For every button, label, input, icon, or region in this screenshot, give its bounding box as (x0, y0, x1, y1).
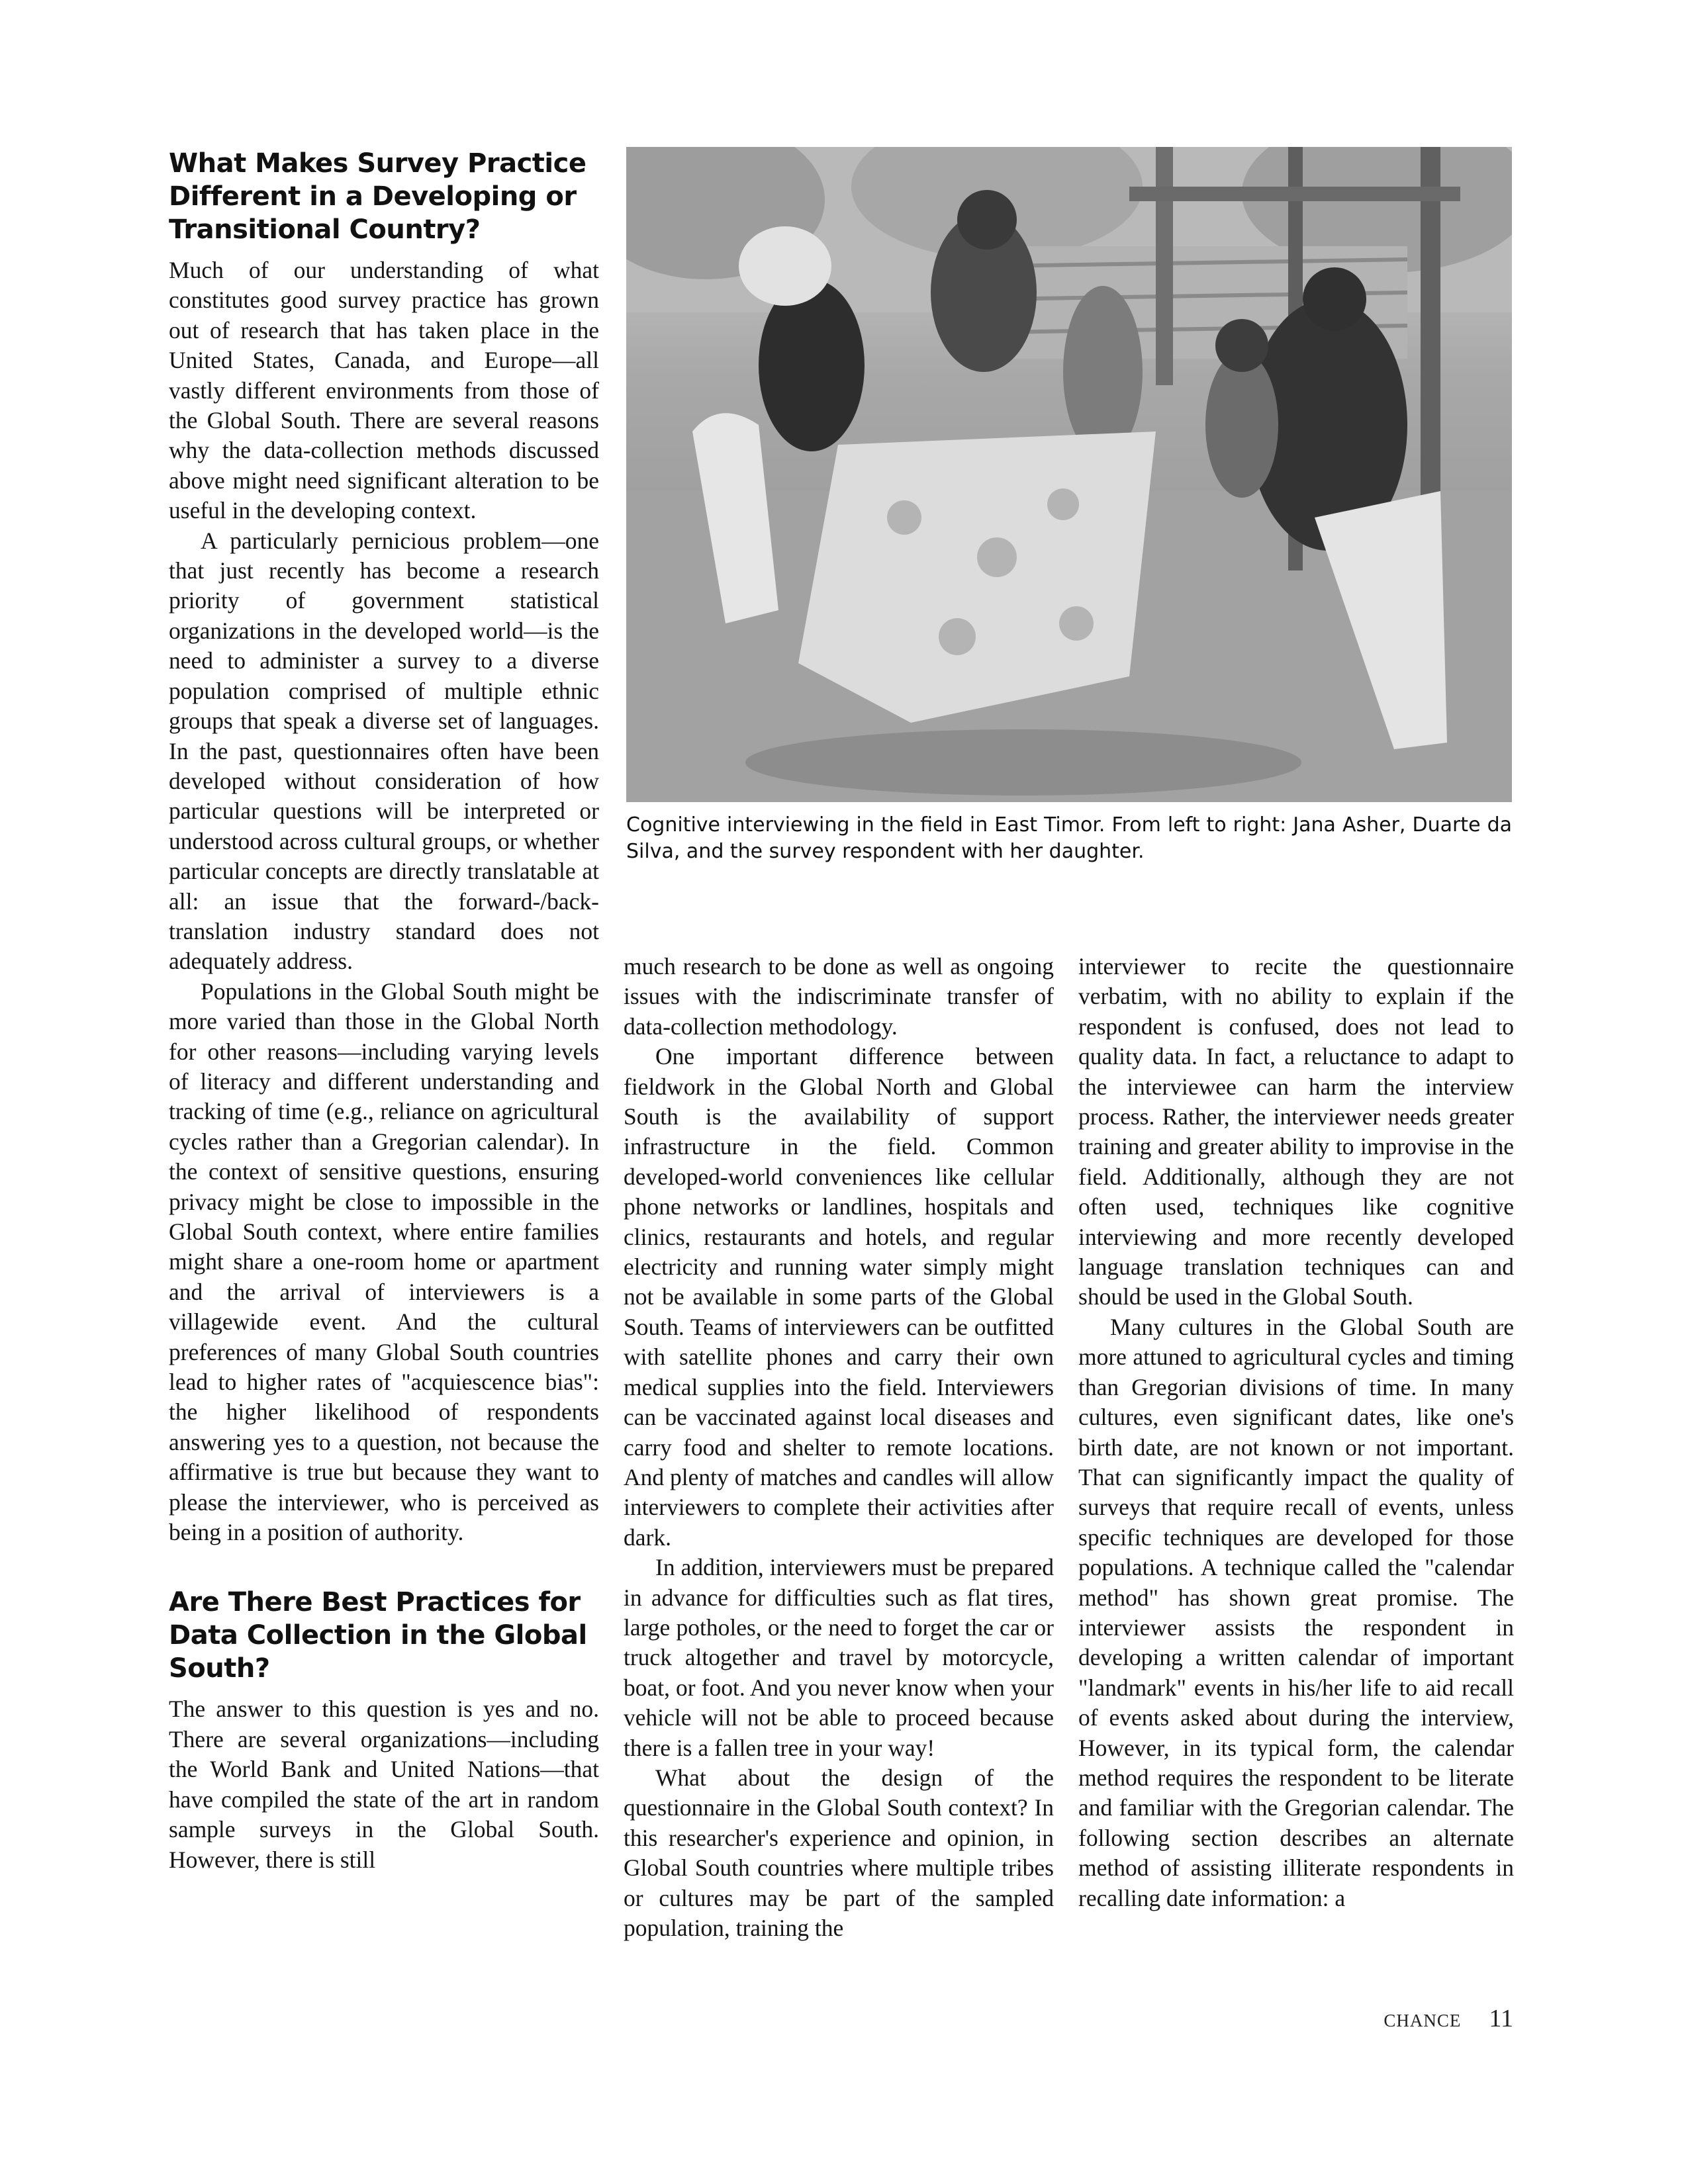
page-number: 11 (1489, 2005, 1513, 2032)
paragraph: interviewer to recite the questionnaire verbatim, with no ability to explain if the respondent is confused, does not lead to quality data. In fact, a reluctance to adapt to the interviewee can harm the interview process. Rather, the interviewer needs greater training and greater ability to improvise in the field. Additionally, although they are not often used, techniques like cognitive interviewing and more recently developed language translation techniques can and should be used in the Global South. (1078, 953, 1514, 1310)
photo-illustration (626, 147, 1512, 802)
paragraph: Many cultures in the Global South are more attuned to agricultural cycles and timing than Gregorian divisions of time. In many cultures, even significant dates, like one's birth date, are not known or not important. That can significantly impact the quality of surveys that require recall of events, unless specific techniques are developed for those populations. A technique called the "calendar method" has shown great promise. The interviewer assists the respondent in developing a written calendar of important "landmark" events in his/her life to aid recall of events asked about during the interview, However, in its typical form, the calendar method requires the respondent to be literate and familiar with the Gregorian calendar. The following section describes an alternate method of assisting illiterate respondents in recalling date information: a (1078, 1313, 1514, 1911)
column-3 (1078, 952, 1514, 1913)
column-1 (169, 147, 599, 1875)
paragraph: One important difference between fieldwork in the Global North and Global South is the availability of support infrastructure in the field. Common developed-world conveniences like cellular phone networks or landlines, hospitals and clinics, restaurants and hotels, and regular electricity and running water simply might not be available in some parts of the Global South. Teams of interviewers can be outfitted with satellite phones and carry their own medical supplies into the field. Interviewers can be vaccinated against local diseases and carry food and shelter to remote locations. And plenty of matches and candles will allow interviewers to complete their activities after dark. (624, 1043, 1054, 1551)
field-interview-photo (626, 147, 1512, 802)
section-heading-survey-practice: What Makes Survey Practice Different in a Developing or Transitional Country? (169, 148, 586, 245)
paragraph: much research to be done as well as ongoing issues with the indiscriminate transfer of data-collection methodology. (624, 953, 1054, 1040)
paragraph: A particularly pernicious problem—one that just recently has become a research priority of government statistical organizations in the developed world—is the need to administer a survey to a diverse population comprised of multiple ethnic groups that speak a diverse set of languages. In the past, questionnaires often have been developed without consideration of how particular questions will be interpreted or understood across cultural groups, or whether particular concepts are directly translatable at all: an issue that the forward-/back-translation industry standard does not adequately address. (169, 527, 599, 975)
column-2 (624, 952, 1054, 1943)
photo-caption: Cognitive interviewing in the field in East Timor. From left to right: Jana Asher, Duarte da Silva, and the survey respondent with her daughter. (626, 813, 1512, 863)
paragraph: The answer to this question is yes and no. There are several organizations—including the World Bank and United Nations—that have compiled the state of the art in random sample surveys in the Global South. However, there is still (169, 1696, 599, 1873)
paragraph: Populations in the Global South might be more varied than those in the Global North for other reasons—including varying levels of literacy and different understanding and tracking of time (e.g., reliance on agricultural cycles rather than a Gregorian calendar). In the context of sensitive questions, ensuring privacy might be close to impossible in the Global South context, where entire families might share a one-room home or apartment and the arrival of interviewers is a villagewide event. And the cultural preferences of many Global South countries lead to higher rates of "acquiescence bias": the higher likelihood of respondents answering yes to a question, not because the affirmative is true but because they want to please the interviewer, who is perceived as being in a position of authority. (169, 978, 599, 1546)
section-heading-best-practices: Are There Best Practices for Data Collection in the Global South? (169, 1587, 587, 1684)
magazine-name: CHANCE (1383, 2011, 1462, 2030)
paragraph: In addition, interviewers must be prepared in advance for difficulties such as flat tires, large potholes, or the need to forget the car or truck altogether and travel by motorcycle, boat, or foot. And you never know when your vehicle will not be able to proceed because there is a fallen tree in your way! (624, 1554, 1054, 1761)
paragraph: Much of our understanding of what constitutes good survey practice has grown out of research that has taken place in the United States, Canada, and Europe—all vastly different environments from those of the Global South. There are several reasons why the data-collection methods discussed above might need significant alteration to be useful in the developing context. (169, 257, 599, 524)
page-footer (1383, 2004, 1513, 2033)
paragraph: What about the design of the questionnaire in the Global South context? In this researcher's experience and opinion, in Global South countries where multiple tribes or cultures may be part of the sampled population, training the (624, 1764, 1054, 1941)
